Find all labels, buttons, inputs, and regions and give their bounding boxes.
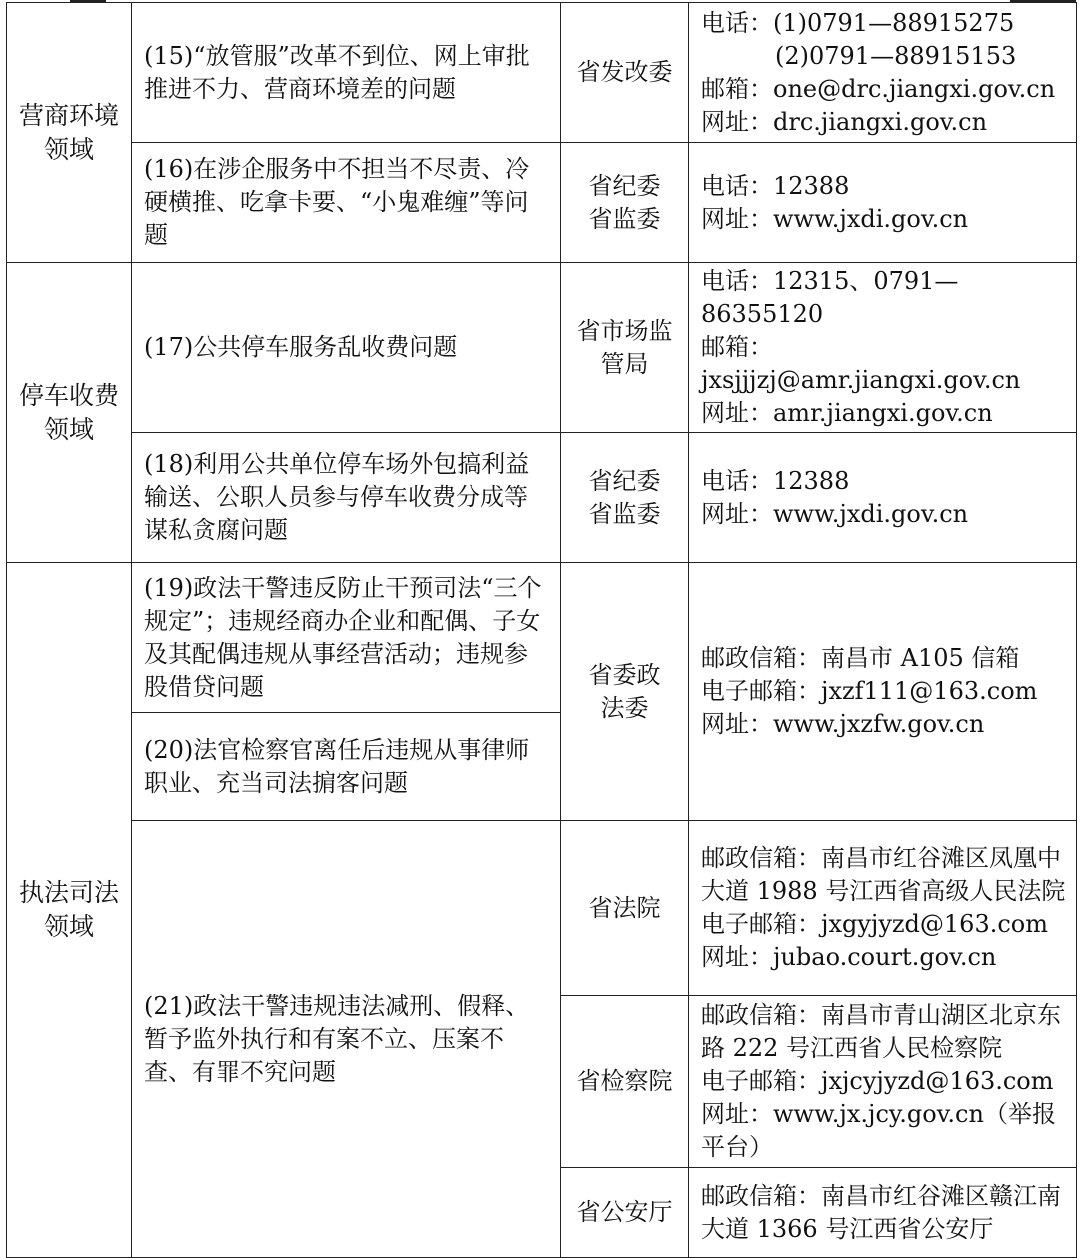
dept-line: 省监委 [588, 204, 661, 233]
category-line: 营商环境 [18, 100, 119, 130]
table-row-19 [7, 563, 1077, 713]
contact-cell-16 [689, 143, 1077, 263]
issue-cell-19: (19)政法干警违反防止干预司法“三个规定”；违规经商办企业和配偶、子女及其配偶违规从事经营活动；违规参股借贷问题 [132, 563, 561, 713]
contact-cell-17 [689, 263, 1077, 433]
email-line: 邮箱：one@drc.jiangxi.gov.cn [701, 74, 1056, 103]
category-line: 领域 [43, 912, 94, 941]
url-line: 网址：drc.jiangxi.gov.cn [701, 107, 988, 136]
url-line: 网址：amr.jiangxi.gov.cn [701, 399, 993, 427]
phone-line: 电话：12388 [701, 171, 850, 200]
issue-cell-16: (16)在涉企服务中不担当不尽责、冷硬横推、吃拿卡要、“小鬼难缠”等问题 [132, 143, 561, 263]
category-line: 停车收费 [18, 380, 119, 410]
contact-cell-procuratorate [689, 996, 1077, 1168]
contact-cell-19-20 [689, 563, 1077, 821]
mailbox-line: 邮政信箱：南昌市红谷滩区凤凰中大道 1988 号江西省高级人民法院 [701, 844, 1066, 905]
phone-line [701, 7, 1066, 40]
table-row-21-court [7, 821, 1077, 996]
mailbox-line: 邮政信箱：南昌市红谷滩区赣江南大道 1366 号江西省公安厅 [701, 1181, 1061, 1243]
mailbox-line: 邮政信箱：南昌市 A105 信箱 [701, 644, 1020, 672]
dept-cell-procuratorate: 省检察院 [561, 996, 689, 1168]
dept-line: 法委 [600, 693, 649, 722]
email-line: 电子邮箱：jxgyjyzd@163.com [701, 910, 1048, 938]
dept-line: 管局 [600, 349, 649, 378]
contact-cell-court [689, 821, 1077, 996]
email-line: 电子邮箱：jxjcyjyzd@163.com [701, 1067, 1054, 1095]
issue-cell-15: (15)“放管服”改革不到位、网上审批推进不力、营商环境差的问题 [132, 3, 561, 143]
mailbox-line: 邮政信箱：南昌市青山湖区北京东路 222 号江西省人民检察院 [701, 1001, 1061, 1062]
dept-line: 省委政 [588, 660, 661, 689]
phone-number-2: (2)0791—88915153 [775, 41, 1017, 70]
dept-line: 省纪委 [588, 466, 661, 495]
email-line: jxsjjjzj@amr.jiangxi.gov.cn [701, 366, 1021, 394]
url-line: 网址：www.jxdi.gov.cn [701, 204, 969, 233]
category-line: 领域 [43, 134, 94, 164]
phone-line: 电话：12388 [701, 466, 850, 495]
table-row-15 [7, 3, 1077, 143]
dept-line: 省市场监 [576, 316, 673, 345]
url-line: 网址：jubao.court.gov.cn [701, 943, 997, 971]
dept-cell-police: 省公安厅 [561, 1168, 689, 1258]
dept-cell-15 [561, 3, 689, 143]
dept-cell-court: 省法院 [561, 821, 689, 996]
table-row-16 [7, 143, 1077, 263]
phone-number-1: (1)0791—88915275 [773, 8, 1015, 37]
contact-cell-police [689, 1168, 1077, 1258]
url-line: 网址：www.jx.jcy.gov.cn（举报平台） [701, 1100, 1056, 1161]
issue-cell-17: (17)公共停车服务乱收费问题 [132, 263, 561, 433]
phone-line: 电话：12315、0791—86355120 [701, 267, 959, 328]
category-cell-business-env [7, 3, 132, 263]
url-line: 网址：www.jxdi.gov.cn [701, 499, 969, 528]
dept-line: 省监委 [588, 499, 661, 528]
issue-cell-21: (21)政法干警违规违法减刑、假释、暂予监外执行和有案不立、压案不查、有罪不究问题 [132, 821, 561, 1258]
category-line: 执法司法 [18, 878, 119, 907]
supervision-contact-table [6, 2, 1077, 1258]
email-label-line: 邮箱： [701, 333, 773, 361]
dept-cell-18 [561, 433, 689, 563]
contact-cell-18 [689, 433, 1077, 563]
email-line: 电子邮箱：jxzf111@163.com [701, 677, 1038, 705]
dept-line: 省发改委 [576, 58, 673, 86]
dept-cell-17 [561, 263, 689, 433]
dept-cell-19-20 [561, 563, 689, 821]
phone-label: 电话： [701, 8, 773, 37]
category-cell-law [7, 563, 132, 1258]
dept-cell-16 [561, 143, 689, 263]
issue-cell-20: (20)法官检察官离任后违规从事律师职业、充当司法掮客问题 [132, 713, 561, 821]
url-line: 网址：www.jxzfw.gov.cn [701, 710, 985, 738]
dept-line: 省纪委 [588, 171, 661, 200]
table-row-18 [7, 433, 1077, 563]
issue-cell-18: (18)利用公共单位停车场外包搞利益输送、公职人员参与停车收费分成等谋私贪腐问题 [132, 433, 561, 563]
table-row-17 [7, 263, 1077, 433]
category-cell-parking [7, 263, 132, 563]
contact-cell-15 [689, 3, 1077, 143]
category-line: 领域 [43, 414, 94, 444]
